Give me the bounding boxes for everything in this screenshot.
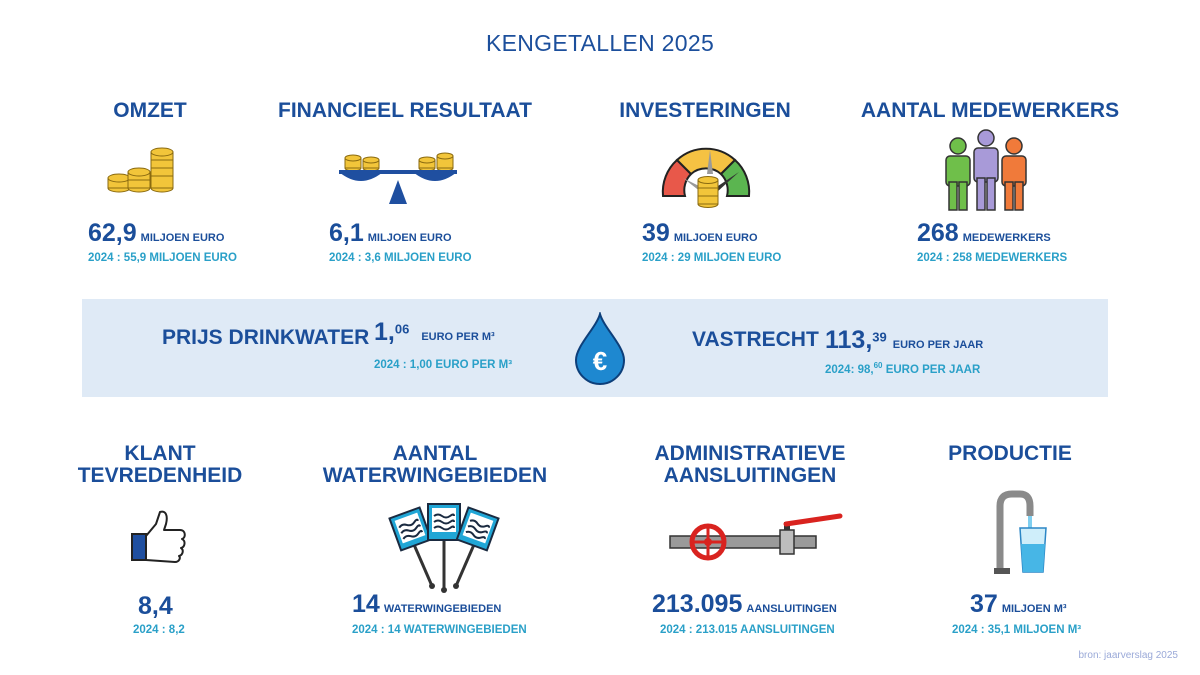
productie-heading: PRODUCTIE	[948, 442, 1072, 465]
drinkwater-value: 1,06EURO PER M³	[374, 318, 495, 346]
balance-scale-icon	[333, 148, 463, 206]
medewerkers-value: 268 MEDEWERKERS	[917, 219, 1051, 247]
omzet-heading: OMZET	[113, 99, 187, 122]
klant-heading: KLANT TEVREDENHEID	[77, 442, 243, 487]
aansluitingen-heading: ADMINISTRATIEVE AANSLUITINGEN	[654, 442, 846, 487]
water-signs-icon	[384, 500, 504, 595]
waterwin-value: 14 WATERWINGEBIEDEN	[352, 590, 502, 618]
coins-stack-icon	[105, 146, 180, 196]
investeringen-value: 39 MILJOEN EURO	[642, 219, 758, 247]
page-title: KENGETALLEN 2025	[485, 30, 715, 56]
source-note: bron: jaarverslag 2025	[1078, 650, 1178, 661]
euro-drop-icon	[572, 312, 628, 386]
gauge-icon	[655, 134, 757, 210]
financieel-prev: 2024 : 3,6 MILJOEN EURO	[329, 252, 472, 264]
people-icon	[940, 128, 1034, 214]
medewerkers-heading: AANTAL MEDEWERKERS	[860, 99, 1120, 122]
thumbs-up-icon	[128, 508, 190, 564]
pipe-valve-icon	[668, 512, 843, 562]
medewerkers-prev: 2024 : 258 MEDEWERKERS	[917, 252, 1068, 264]
financieel-heading: FINANCIEEL RESULTAAT	[278, 99, 532, 122]
klant-prev: 2024 : 8,2	[133, 624, 185, 636]
omzet-value: 62,9 MILJOEN EURO	[88, 219, 225, 247]
investeringen-prev: 2024 : 29 MILJOEN EURO	[642, 252, 782, 264]
vastrecht-prev: 2024: 98,60 EURO PER JAAR	[825, 361, 981, 376]
drinkwater-heading: PRIJS DRINKWATER	[162, 326, 370, 349]
vastrecht-heading: VASTRECHT	[692, 328, 819, 351]
investeringen-heading: INVESTERINGEN	[619, 99, 791, 122]
productie-prev: 2024 : 35,1 MILJOEN M³	[952, 624, 1082, 636]
financieel-value: 6,1 MILJOEN EURO	[329, 219, 452, 247]
omzet-prev: 2024 : 55,9 MILJOEN EURO	[88, 252, 237, 264]
vastrecht-value: 113,39EURO PER JAAR	[825, 326, 984, 354]
aansluitingen-value: 213.095 AANSLUITINGEN	[652, 590, 837, 618]
productie-value: 37 MILJOEN M³	[970, 590, 1067, 618]
waterwin-prev: 2024 : 14 WATERWINGEBIEDEN	[352, 624, 527, 636]
aansluitingen-prev: 2024 : 213.015 AANSLUITINGEN	[660, 624, 835, 636]
water-tap-icon	[990, 488, 1050, 578]
klant-value: 8,4	[138, 592, 173, 620]
svg-text:€: €	[592, 346, 608, 376]
waterwin-heading: AANTAL WATERWINGEBIEDEN	[322, 442, 548, 487]
drinkwater-prev: 2024 : 1,00 EURO PER M³	[374, 359, 513, 371]
